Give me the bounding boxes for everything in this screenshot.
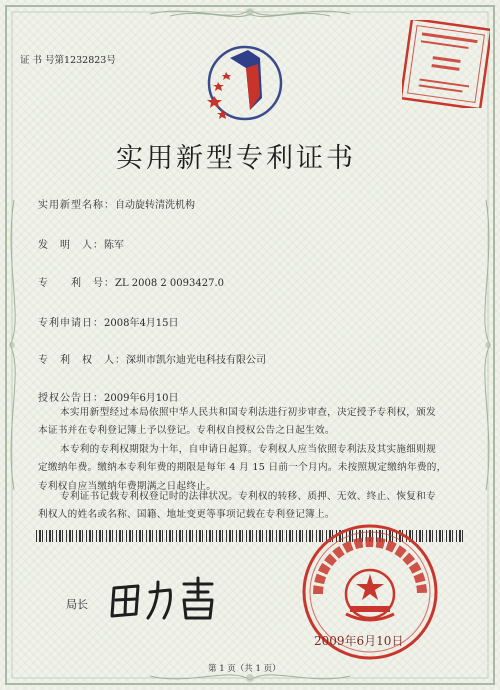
patent-number-value: ZL 2008 2 0093427.0 xyxy=(115,278,225,289)
paragraph-legal-status xyxy=(38,488,468,525)
page-footer: 第 1 页（共 1 页） xyxy=(208,664,281,674)
field-label: 专 利 号： xyxy=(38,278,115,289)
paragraph-line: 本证书并在专利登记簿上予以登记。专利权自授权公告之日起生效。 xyxy=(38,425,335,437)
field-inventor xyxy=(38,233,124,252)
seal-date: 2009年6月10日 xyxy=(314,634,404,648)
paragraph-line: 利权人的姓名或名称、国籍、地址变更等事项记载在专利登记簿上。 xyxy=(38,509,335,521)
patentee-value: 深圳市凯尔迪光电科技有限公司 xyxy=(126,355,266,366)
field-filing-date xyxy=(38,311,179,330)
paragraph-line: 专利证书记载专利权登记时的法律状况。专利权的转移、质押、无效、终止、恢复和专 xyxy=(60,491,436,502)
filing-date-value: 2008年4月15日 xyxy=(104,318,179,329)
paragraph-line: 本实用新型经过本局依照中华人民共和国专利法进行初步审查，决定授予专利权，颁发 xyxy=(60,407,436,418)
field-utility-model-name xyxy=(38,193,195,212)
certificate-title: 实用新型专利证书 xyxy=(116,143,356,174)
paragraph-line: 专利权自应当缴纳年费期满之日起终止。 xyxy=(38,480,217,492)
director-signature xyxy=(106,574,226,622)
grant-date-value: 2009年6月10日 xyxy=(104,393,179,404)
director-label: 局长 xyxy=(66,598,88,611)
field-patentee xyxy=(38,348,266,367)
paragraph-line: 本专利的专利权期限为十年，自申请日起算。专利权人应当依照专利法及其实施细则规 xyxy=(60,444,436,455)
field-label: 发 明 人： xyxy=(38,240,104,251)
patent-office-logo-icon xyxy=(200,38,290,128)
paragraph-grant xyxy=(38,404,468,441)
paragraph-line: 定缴纳年费。缴纳本专利年费的期限是每年 4 月 15 日前一个月内。未按照规定缴纳年费的， xyxy=(38,462,447,474)
field-grant-date xyxy=(38,386,179,405)
field-label: 专利申请日： xyxy=(38,318,104,329)
field-patent-number xyxy=(38,271,224,290)
inventor-value: 陈军 xyxy=(104,240,124,251)
certificate-number: 证 书 号第1232823号 xyxy=(20,55,116,66)
field-label: 授权公告日： xyxy=(38,393,104,404)
agency-stamp-icon xyxy=(402,20,490,108)
field-label: 实用新型名称： xyxy=(38,200,115,211)
utility-model-name-value: 自动旋转清洗机构 xyxy=(115,200,195,211)
field-label: 专 利 权 人： xyxy=(38,355,126,366)
